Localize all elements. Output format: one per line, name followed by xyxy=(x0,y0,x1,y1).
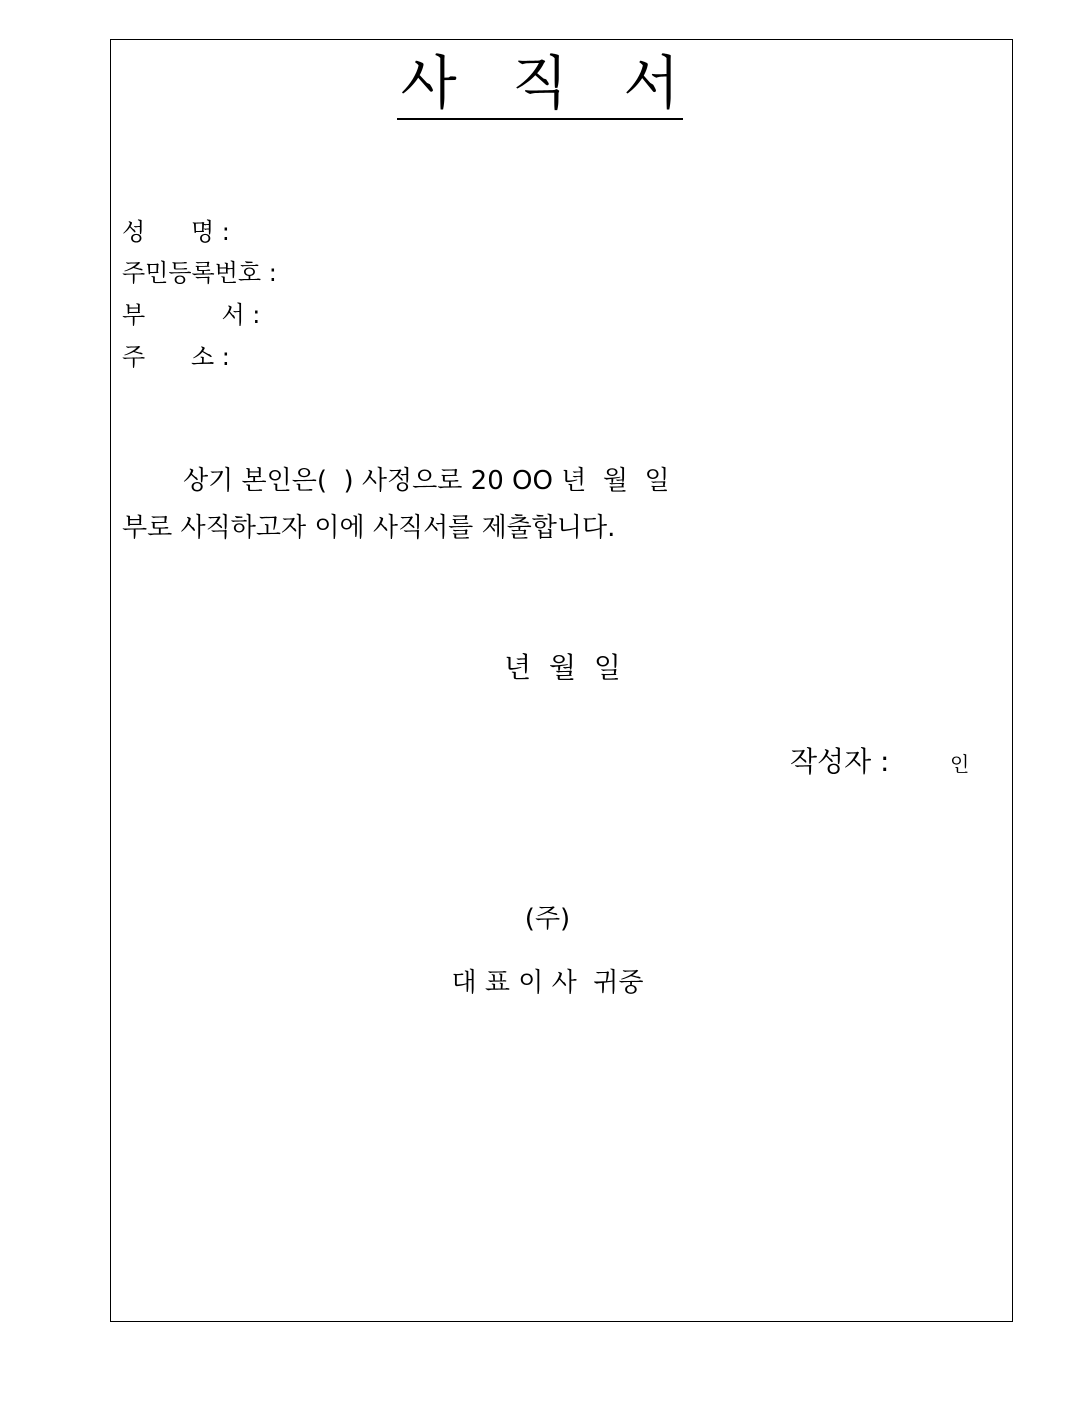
field-department-label: 부 서 : xyxy=(122,301,261,329)
seal-mark: 인 xyxy=(950,752,970,776)
field-name-label: 성 명 : xyxy=(122,218,230,246)
document-title-text: 사 직 서 xyxy=(397,48,684,120)
document-title xyxy=(0,48,1080,120)
field-resident-number-label: 주민등록번호 : xyxy=(122,259,277,287)
statement-line-1: 상기 본인은( ) 사정으로 20 OO 년 월 일 xyxy=(183,466,670,496)
submission-date: 년 월 일 xyxy=(504,651,621,684)
field-address-label: 주 소 : xyxy=(122,343,230,371)
author-label: 작성자 : xyxy=(790,745,890,778)
company-name: (주) xyxy=(524,904,571,934)
statement-line-2: 부로 사직하고자 이에 사직서를 제출합니다. xyxy=(122,513,616,543)
recipient-line: 대 표 이 사 귀중 xyxy=(451,968,644,998)
